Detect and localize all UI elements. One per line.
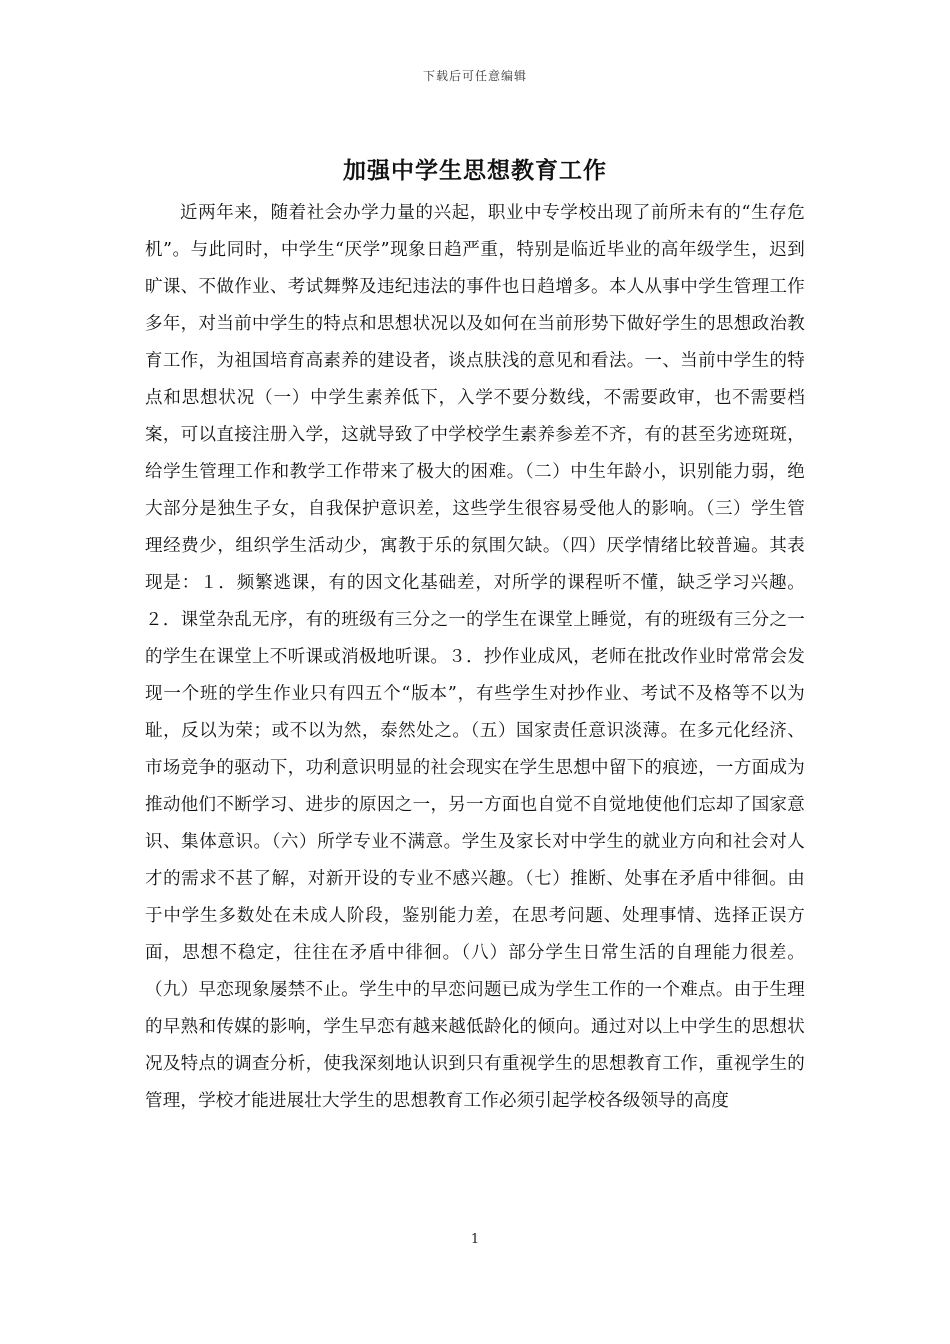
document-body-paragraph: 近两年来，随着社会办学力量的兴起，职业中专学校出现了前所未有的“生存危机”。与此同时，中学生“厌学”现象日趋严重，特别是临近毕业的高年级学生，迟到旷课、不做作业、考试舞弊及违纪违法的事件也日趋增多。本人从事中学生管理工作多年，对当前中学生的特点和思想状况以及如何在当前形势下做好学生的思想政治教育工作，为祖国培育高素养的建设者，谈点肤浅的意见和看法。一、当前中学生的特点和思想状况（一）中学生素养低下，入学不要分数线，不需要政审，也不需要档案，可以直接注册入学，这就导致了中学校学生素养参差不齐，有的甚至劣迹斑斑，给学生管理工作和教学工作带来了极大的困难。（二）中生年龄小，识别能力弱，绝大部分是独生子女，自我保护意识差，这些学生很容易受他人的影响。（三）学生管理经费少，组织学生活动少，寓教于乐的氛围欠缺。（四）厌学情绪比较普遍。其表现是：１．频繁逃课，有的因文化基础差，对所学的课程听不懂，缺乏学习兴趣。２．课堂杂乱无序，有的班级有三分之一的学生在课堂上睡觉，有的班级有三分之一的学生在课堂上不听课或消极地听课。３．抄作业成风，老师在批改作业时常常会发现一个班的学生作业只有四五个“版本”，有些学生对抄作业、考试不及格等不以为耻，反以为荣；或不以为然，泰然处之。（五）国家责任意识淡薄。在多元化经济、市场竞争的驱动下，功利意识明显的社会现实在学生思想中留下的痕迹，一方面成为推动他们不断学习、进步的原因之一，另一方面也自觉不自觉地使他们忘却了国家意识、集体意识。（六）所学专业不满意。学生及家长对中学生的就业方向和社会对人才的需求不甚了解，对新开设的专业不感兴趣。（七）推断、处事在矛盾中徘徊。由于中学生多数处在未成人阶段，鉴别能力差，在思考问题、处理事情、选择正误方面，思想不稳定，往往在矛盾中徘徊。（八）部分学生日常生活的自理能力很差。（九）早恋现象屡禁不止。学生中的早恋问题已成为学生工作的一个难点。由于生理的早熟和传媒的影响，学生早恋有越来越低龄化的倾向。通过对以上中学生的思想状况及特点的调查分析，使我深刻地认识到只有重视学生的思想教育工作，重视学生的管理，学校才能进展壮大学生的思想教育工作必须引起学校各级领导的高度 xyxy=(145,203,805,1111)
document-title: 加强中学生思想教育工作 xyxy=(343,157,607,184)
page-number: 1 xyxy=(470,1232,480,1247)
header-note: 下载后可任意编辑 xyxy=(422,69,527,83)
